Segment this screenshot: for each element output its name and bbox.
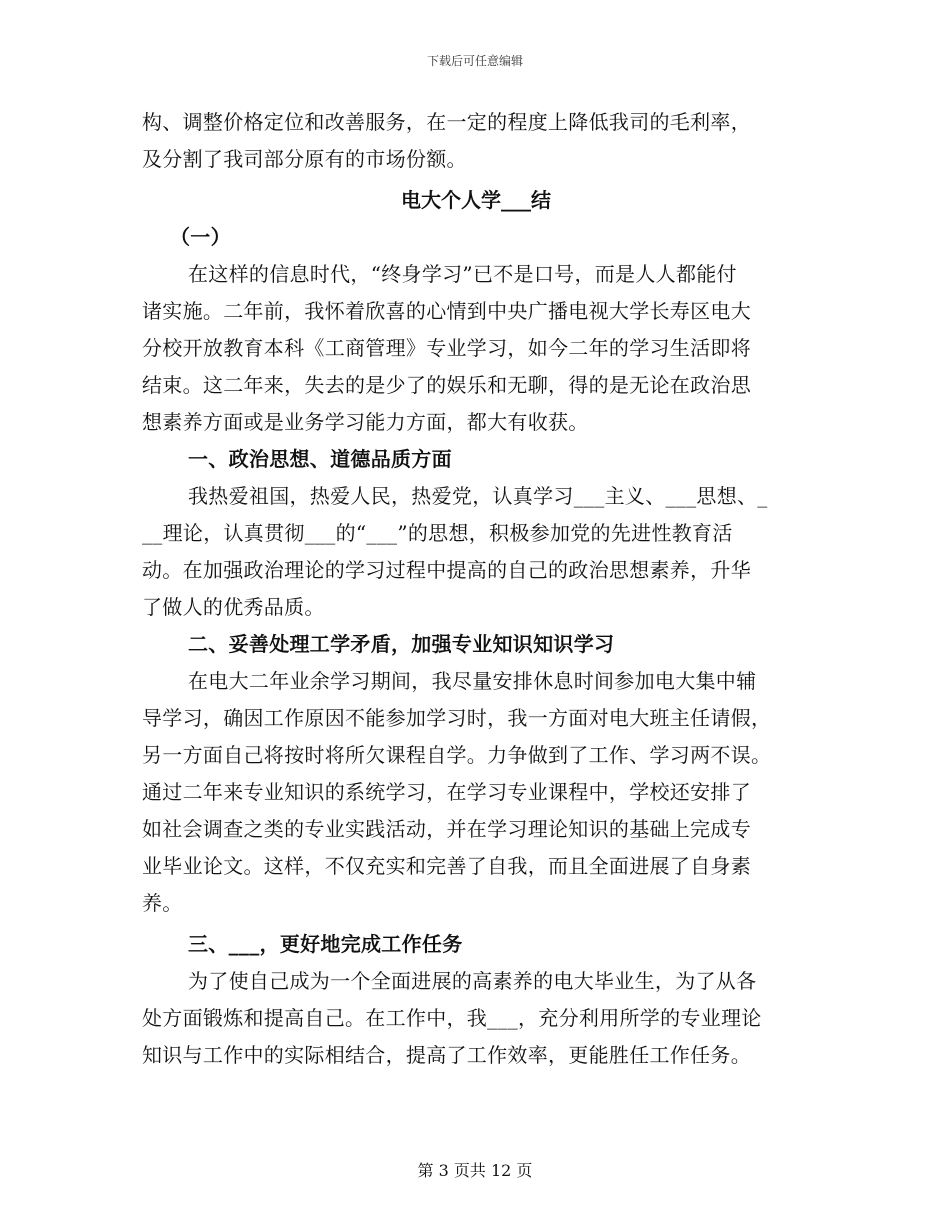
- paragraph-line: 诸实施。二年前，我怀着欣喜的心情到中央广播电视大学长寿区电大: [142, 299, 751, 323]
- paragraph-line: 知识与工作中的实际相结合，提高了工作效率，更能胜任工作任务。: [142, 1043, 751, 1067]
- paragraph-line: 处方面锻炼和提高自己。在工作中，我___，充分利用所学的专业理论: [142, 1006, 762, 1030]
- paragraph-line: 了做人的优秀品质。: [142, 595, 325, 619]
- part-label: （一）: [170, 225, 231, 249]
- section-heading: 三、___，更好地完成工作任务: [188, 932, 463, 956]
- page-footer: 第 3 页共 12 页: [417, 1161, 533, 1180]
- paragraph-line: 为了使自己成为一个全面进展的高素养的电大毕业生，为了从各: [188, 969, 757, 993]
- section-heading: 二、妥善处理工学矛盾，加强专业知识知识学习: [188, 632, 615, 656]
- paragraph-line: 我热爱祖国，热爱人民，热爱党，认真学习___主义、___思想、_: [188, 484, 768, 508]
- intro-line: 构、调整价格定位和改善服务，在一定的程度上降低我司的毛利率，: [142, 110, 751, 134]
- paragraph-line: 想素养方面或是业务学习能力方面，都大有收获。: [142, 410, 589, 434]
- paragraph-line: 在这样的信息时代，“终身学习”已不是口号，而是人人都能付: [188, 262, 737, 286]
- paragraph-line: 另一方面自己将按时将所欠课程自学。力争做到了工作、学习两不误。: [142, 743, 772, 767]
- paragraph-line: 结束。这二年来，失去的是少了的娱乐和无聊，得的是无论在政治思: [142, 373, 751, 397]
- paragraph-line: 动。在加强政治理论的学习过程中提高的自己的政治思想素养，升华: [142, 558, 751, 582]
- paragraph-line: 如社会调查之类的专业实践活动，并在学习理论知识的基础上完成专: [142, 817, 751, 841]
- intro-line: 及分割了我司部分原有的市场份额。: [142, 147, 467, 171]
- document-body: [142, 104, 810, 1074]
- section-heading: 一、政治思想、道德品质方面: [188, 447, 452, 471]
- paragraph-line: 分校开放教育本科《工商管理》专业学习，如今二年的学习生活即将: [142, 336, 751, 360]
- page-header: 下载后可任意编辑: [426, 54, 523, 68]
- paragraph-line: 通过二年来专业知识的系统学习，在学习专业课程中，学校还安排了: [142, 780, 751, 804]
- paragraph-line: 导学习，确因工作原因不能参加学习时，我一方面对电大班主任请假，: [142, 706, 772, 730]
- paragraph-line: 在电大二年业余学习期间，我尽量安排休息时间参加电大集中辅: [188, 669, 757, 693]
- document-title: 电大个人学___结: [401, 188, 551, 212]
- paragraph-line: 业毕业论文。这样，不仅充实和完善了自我，而且全面进展了自身素: [142, 854, 751, 878]
- paragraph-line: __理论，认真贯彻___的“___”的思想，积极参加党的先进性教育活: [142, 521, 733, 545]
- paragraph-line: 养。: [142, 891, 183, 915]
